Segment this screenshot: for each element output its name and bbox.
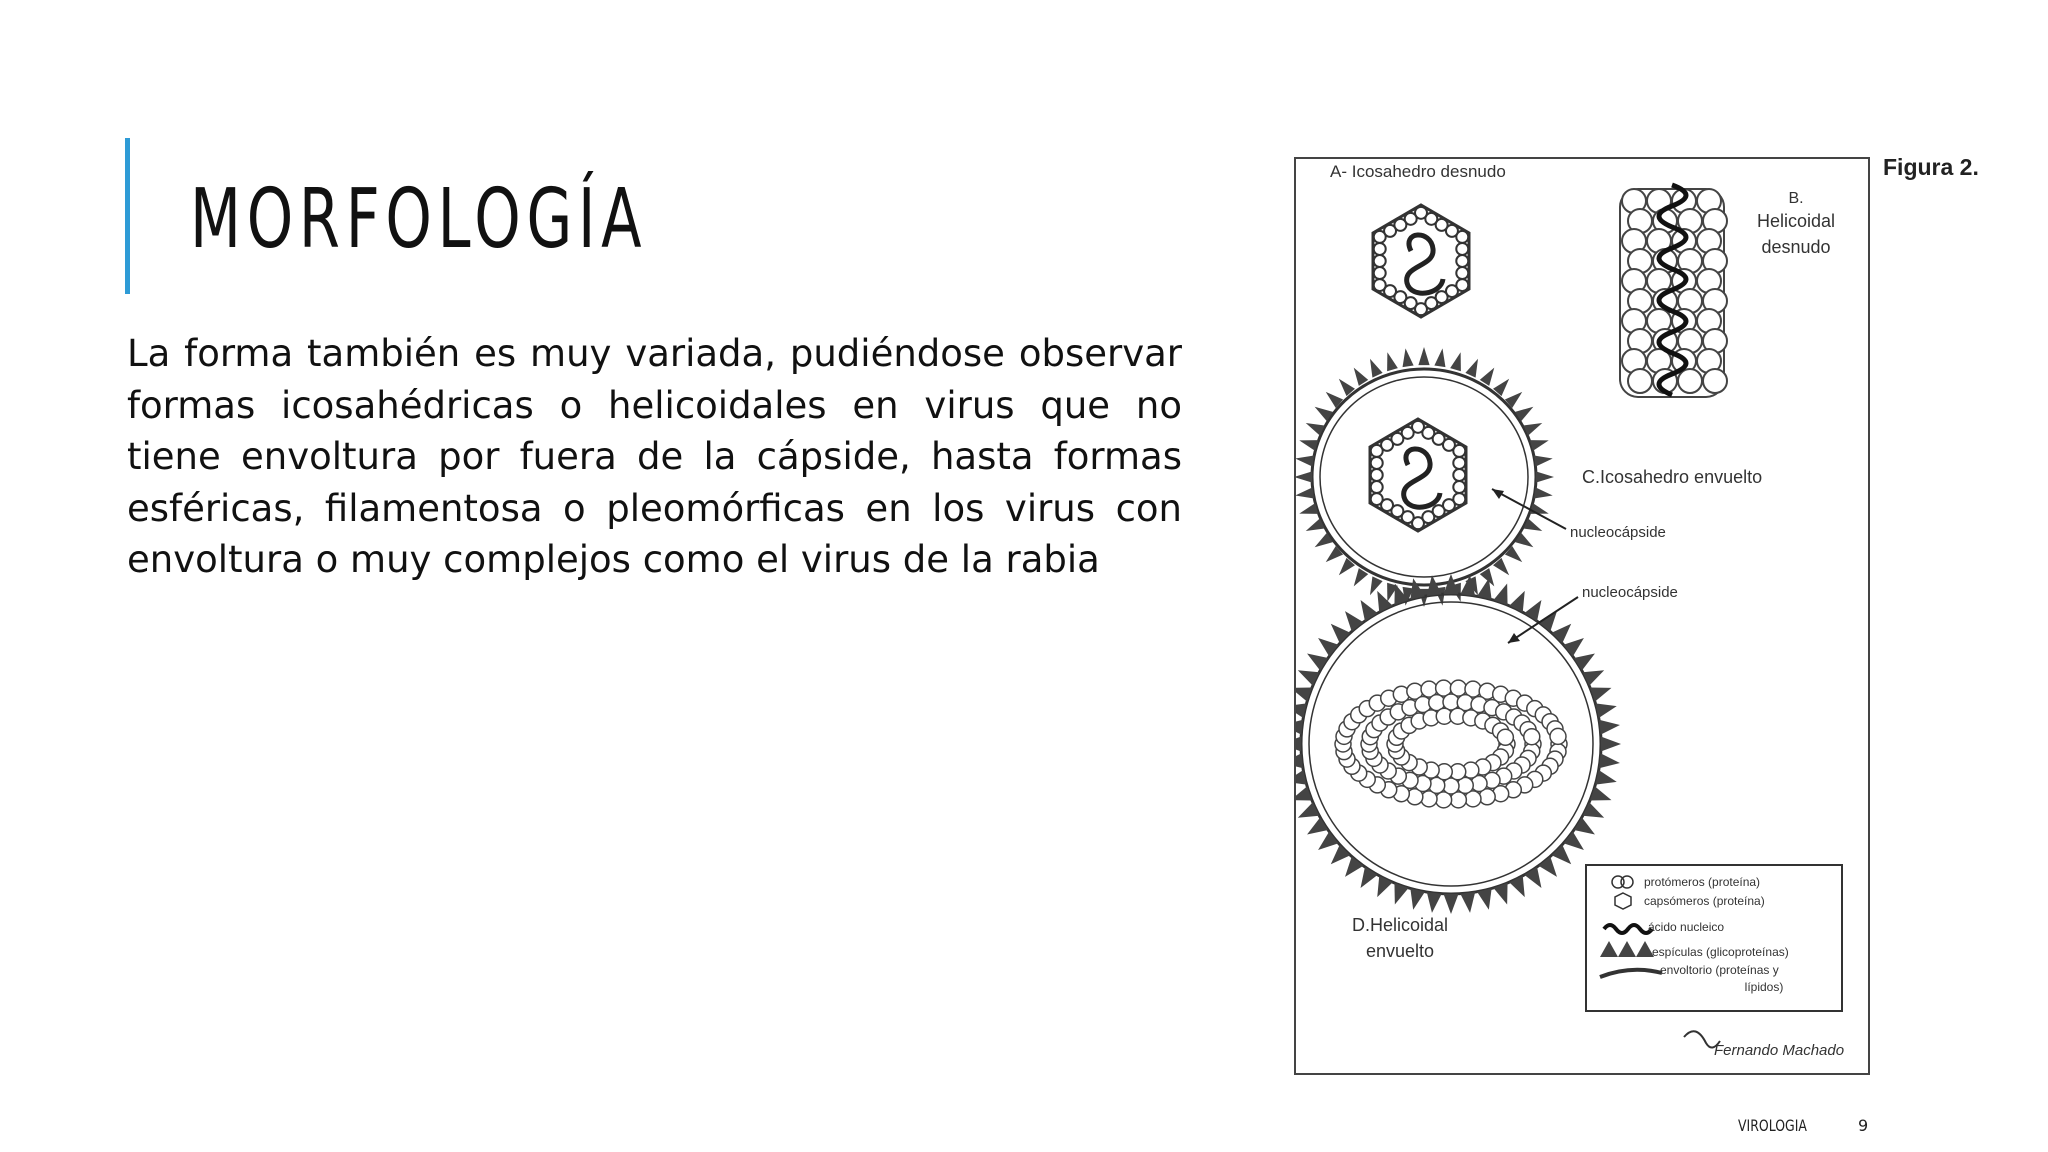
naked-helical-drawing (1620, 185, 1727, 397)
capsomer (1371, 457, 1383, 469)
enveloped-icosahedron-drawing (1296, 347, 1554, 607)
capsomer (1402, 427, 1414, 439)
spike (1509, 591, 1525, 612)
spike (1536, 471, 1554, 482)
spike (1509, 876, 1525, 897)
spike (1331, 624, 1351, 644)
capsomer (1374, 279, 1386, 291)
spike (1361, 600, 1378, 621)
capsomer (1453, 445, 1465, 457)
figure-legend (1586, 865, 1842, 1011)
title-accent-bar (125, 138, 130, 294)
capsomer (1453, 457, 1465, 469)
protomer (1628, 369, 1652, 393)
spike (1299, 440, 1318, 451)
spike (1465, 359, 1478, 378)
capsomer (1456, 267, 1468, 279)
spike (1345, 856, 1363, 876)
spike (1307, 817, 1328, 834)
capsomer (1456, 243, 1468, 255)
legend-acido: ácido nucleico (1648, 920, 1725, 934)
spike (1361, 867, 1378, 888)
spike (1583, 802, 1604, 818)
virus-morphology-figure (1294, 157, 1870, 1075)
spike (1552, 845, 1572, 865)
spike (1296, 737, 1301, 752)
spike (1563, 638, 1583, 656)
spike (1450, 352, 1461, 371)
footer-page-number: 9 (1858, 1116, 1869, 1135)
spike (1574, 654, 1595, 671)
nucleocapside-label-1: nucleocápside (1570, 524, 1666, 541)
panel-b-label-1: B. (1788, 190, 1804, 207)
spike (1539, 856, 1557, 876)
spike (1387, 352, 1398, 371)
spike (1427, 892, 1442, 913)
spike (1530, 503, 1549, 514)
spike (1477, 888, 1492, 909)
protomer (1497, 729, 1513, 745)
capsomer (1374, 267, 1386, 279)
spike (1318, 638, 1338, 656)
spike (1552, 624, 1572, 644)
spike (1595, 770, 1616, 785)
spike (1418, 347, 1429, 365)
panel-d-label-1: D.Helicoidal (1352, 915, 1449, 935)
capsomer (1374, 255, 1386, 267)
spike (1563, 832, 1583, 850)
figure-label: Figura 2. (1883, 154, 1979, 180)
legend-protomeros: protómeros (proteína) (1644, 875, 1761, 889)
spike (1524, 867, 1541, 888)
spike (1298, 802, 1319, 818)
naked-icosahedron-drawing (1373, 205, 1469, 317)
spike (1601, 737, 1621, 752)
slide-title: MORFOLOGÍA (190, 172, 648, 267)
spike (1599, 753, 1620, 768)
spike-icon (1600, 941, 1654, 957)
capsomer (1453, 481, 1465, 493)
spike (1595, 703, 1616, 718)
capsomer (1371, 469, 1383, 481)
capsomer (1453, 469, 1465, 481)
spike (1524, 600, 1541, 621)
spike (1370, 576, 1383, 595)
panel-a-label: A- Icosahedro desnudo (1330, 162, 1506, 181)
spike (1530, 440, 1549, 451)
capsomer (1456, 255, 1468, 267)
spike (1296, 456, 1314, 467)
spike (1370, 359, 1383, 378)
panel-b-label-2: Helicoidal (1756, 211, 1836, 231)
figure-drawing (1296, 159, 1872, 1077)
spike (1377, 876, 1393, 897)
capsomer (1374, 243, 1386, 255)
footer-course-label: VIROLOGIA (1738, 1116, 1807, 1135)
capsomer (1456, 231, 1468, 243)
nucleocapside-label-2: nucleocápside (1582, 584, 1678, 601)
panel-c-label: C.Icosahedro envuelto (1582, 467, 1763, 487)
spike (1460, 892, 1475, 913)
enveloped-helical-drawing (1296, 574, 1621, 914)
spike (1307, 654, 1328, 671)
capsomer (1405, 213, 1417, 225)
panel-b-label-3: desnudo (1761, 237, 1831, 257)
legend-envoltorio-2: lípidos) (1744, 980, 1784, 994)
spike (1583, 670, 1604, 686)
capsomer (1371, 493, 1383, 505)
spike (1296, 487, 1314, 498)
spike (1299, 503, 1318, 514)
spike (1434, 348, 1445, 367)
legend-envoltorio-1: envoltorio (proteínas y (1660, 963, 1779, 977)
spike (1318, 832, 1338, 850)
spike (1345, 611, 1363, 631)
arrow-head-2 (1508, 633, 1520, 643)
spike (1331, 845, 1351, 865)
protomer (1524, 729, 1540, 745)
panel-d-label-2: envuelto (1366, 941, 1435, 961)
spike (1574, 817, 1595, 834)
protomer (1550, 728, 1566, 744)
spike (1410, 888, 1425, 909)
legend-espiculas: espículas (glicoproteínas) (1652, 945, 1789, 959)
spike (1534, 487, 1553, 498)
protomer (1678, 369, 1702, 393)
spike (1534, 456, 1553, 467)
spike (1444, 894, 1459, 914)
slide-body-text: La forma también es muy variada, pudiéndose observar formas icosahédricas o helicoidales en virus que no tiene envoltura por fuera de la cápside, hasta formas esféricas, filamentosa o pleomórficas en los virus con envoltura o muy complejos como el virus de la rabia (127, 332, 1182, 581)
legend-capsomeros: capsómeros (proteína) (1644, 894, 1765, 908)
spike (1296, 471, 1312, 482)
spike (1403, 348, 1414, 367)
capsomer (1371, 481, 1383, 493)
spike (1298, 670, 1319, 686)
protomer (1703, 369, 1727, 393)
signature: Fernando Machado (1714, 1042, 1845, 1059)
spike (1599, 720, 1620, 735)
